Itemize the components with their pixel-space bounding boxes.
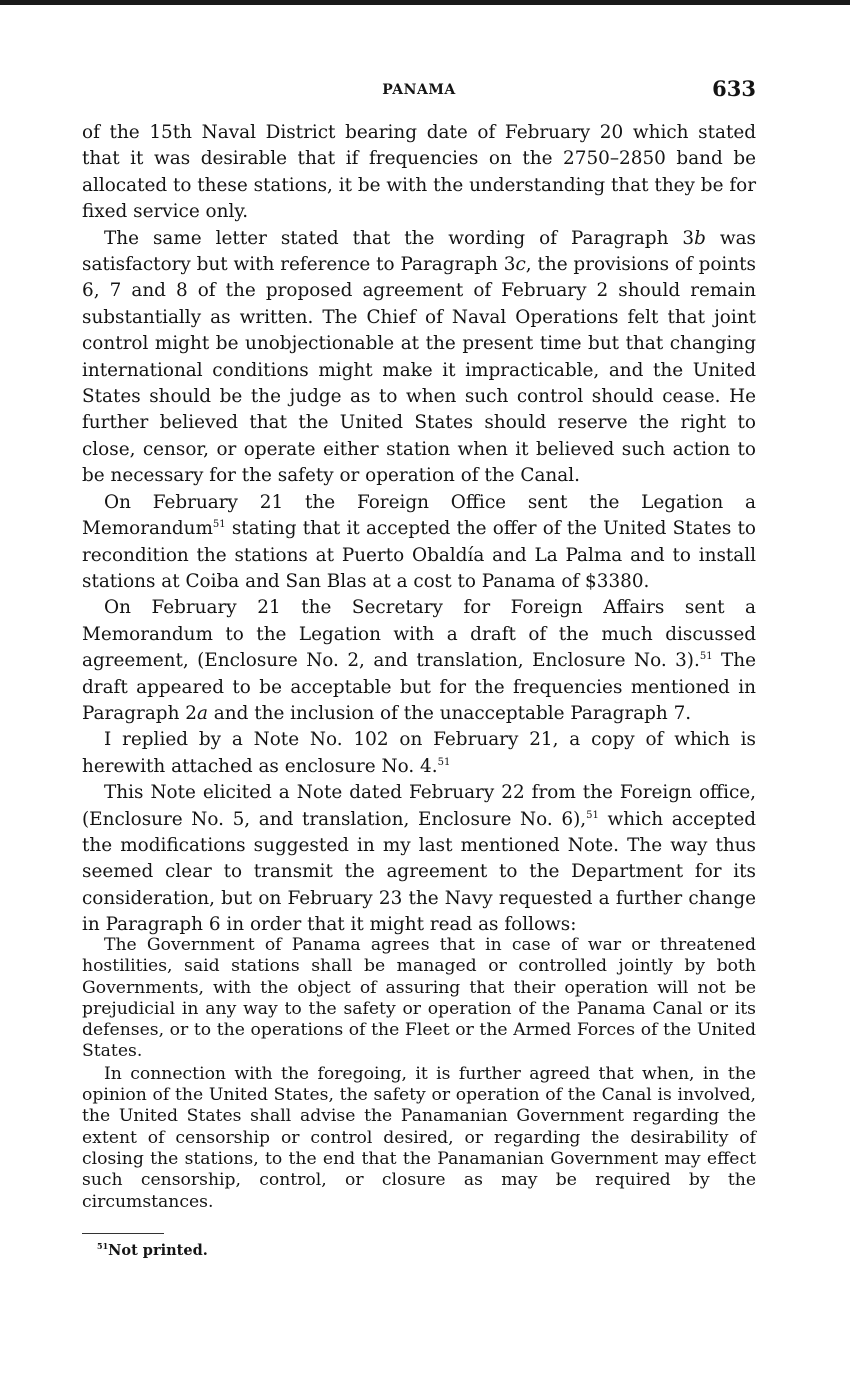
page-number: 633 [712, 76, 756, 101]
footnote-reference[interactable]: 51 [437, 756, 451, 768]
footnote-reference[interactable]: 51 [699, 651, 713, 662]
footnote-reference[interactable]: 51 [586, 809, 599, 821]
footnote-rule [82, 1233, 164, 1234]
block-quote [82, 935, 756, 1213]
paragraph: of the 15th Naval District bearing date of February 20 which stated that it was desirable that if frequencies on the 2750–2850 band be allocated to these stations, it be with the understanding that they be for fixed service only. [82, 122, 756, 223]
top-border-rule [0, 0, 850, 5]
page-header [82, 76, 756, 106]
footnote-text: Not printed. [108, 1242, 208, 1259]
footnote-number: 51 [97, 1241, 109, 1252]
paragraph: This Note elicited a Note dated February 22 from the Foreign office, (Enclosure No. 5, and translation, Enclosure No. 6),$^{51}$ which accepted the modifications suggested in my last mentioned Note. The way thus seemed clear to transmit the agreement to the Department for its consideration, but on February 23 the Navy requested a further change in Paragraph 6 in order that it might read as follows: [82, 782, 756, 936]
quote-paragraph: The Government of Panama agrees that in case of war or threatened hostilities, said stations shall be managed or controlled jointly by both Governments, with the object of assuring that their operation will not be prejudicial in any way to the safety or operation of the Panama Canal or its defenses, or to the operations of the Fleet or the Armed Forces of the United States. [82, 935, 756, 1062]
body-text [82, 120, 756, 939]
paragraph: I replied by a Note No. 102 on February 21, a copy of which is herewith attached as enclosure No. 4.51 [82, 729, 756, 777]
footnote [97, 1242, 208, 1259]
paragraph: On February 21 the Foreign Office sent the Legation a Memorandum$^{51}$ stating that it accepted the offer of the United States to recondition the stations at Puerto Obaldía and La Palma and to install stations at Coiba and San Blas at a cost to Panama of $3380. [82, 491, 756, 592]
paragraph: The same letter stated that the wording of Paragraph 3b was satisfactory but with reference to Paragraph 3c, the provisions of points 6, 7 and 8 of the proposed agreement of February 2 should remain substantially as written. The Chief of Naval Operations felt that joint control might be unobjectionable at the present time but that changing international conditions might make it impracticable, and the United States should be the judge as to when such control should cease. He further believed that the United States should reserve the right to close, censor, or operate either station when it believed such action to be necessary for the safety or operation of the Canal. [82, 227, 756, 487]
quote-paragraph: In connection with the foregoing, it is further agreed that when, in the opinion of the United States, the safety or operation of the Canal is involved, the United States shall advise the Panamanian Government regarding the extent of censorship or control desired, or regarding the desirability of closing the stations, to the end that the Panamanian Government may effect such censorship, control, or closure as may be required by the circumstances. [82, 1063, 756, 1212]
paragraph: On February 21 the Secretary for Foreign Affairs sent a Memorandum to the Legation with a draft of the much discussed agreement, (Enclosure No. 2, and translation, Enclosure No. 3).$^{51}$ The draft appeared to be acceptable but for the frequencies mentioned in Paragraph 2a and the inclusion of the unacceptable Paragraph 7. [82, 597, 756, 724]
running-title: PANAMA [382, 82, 456, 98]
footnote-reference[interactable]: 51 [212, 518, 226, 530]
